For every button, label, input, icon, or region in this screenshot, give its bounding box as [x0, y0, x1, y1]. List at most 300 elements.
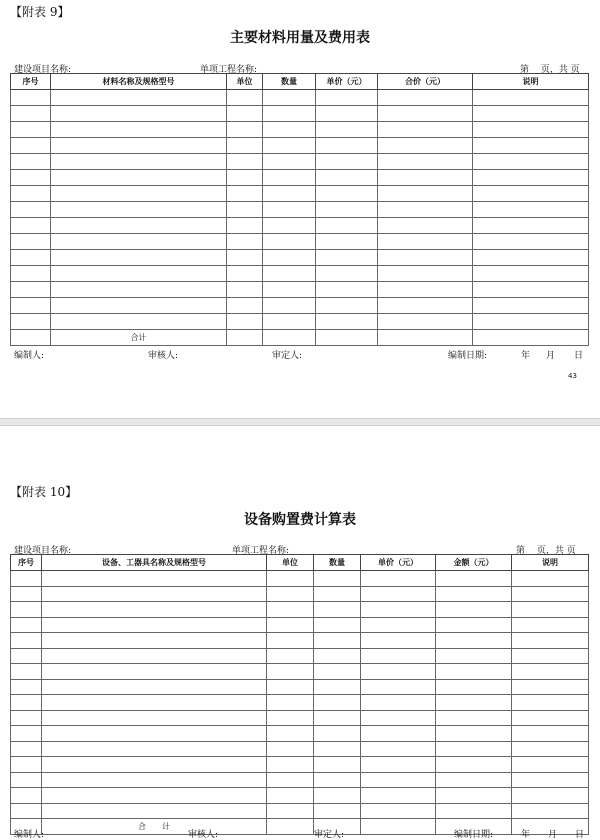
table-row	[11, 282, 589, 298]
table-cell[interactable]	[512, 741, 589, 757]
table-cell[interactable]	[473, 202, 589, 218]
table-cell[interactable]	[11, 186, 51, 202]
table-cell[interactable]	[314, 803, 361, 819]
table-cell[interactable]	[263, 250, 316, 266]
item-name-label: 单项工程名称:	[200, 65, 258, 75]
table-cell[interactable]	[42, 633, 267, 649]
table-cell[interactable]	[42, 602, 267, 618]
table-cell[interactable]	[227, 266, 263, 282]
day-label: 日	[575, 830, 585, 840]
table-cell[interactable]	[51, 154, 227, 170]
table-cell[interactable]	[227, 282, 263, 298]
table-cell[interactable]	[512, 602, 589, 618]
table-cell[interactable]	[378, 170, 473, 186]
table-cell[interactable]	[436, 571, 512, 587]
table-cell[interactable]	[316, 250, 378, 266]
col-header-notes: 说明	[473, 74, 589, 90]
table-row	[11, 648, 589, 664]
table-cell[interactable]	[51, 170, 227, 186]
table-row	[11, 186, 589, 202]
date-label: 编制日期:	[454, 830, 494, 840]
year-label: 年	[521, 830, 531, 840]
table-cell[interactable]	[436, 726, 512, 742]
col-header-equipment-name: 设备、工器具名称及规格型号	[42, 555, 267, 571]
table-cell[interactable]	[512, 633, 589, 649]
table-cell[interactable]	[361, 772, 436, 788]
table-cell[interactable]	[11, 234, 51, 250]
table-cell[interactable]	[227, 186, 263, 202]
table-row	[11, 726, 589, 742]
table-row	[11, 234, 589, 250]
table-cell[interactable]	[361, 602, 436, 618]
table-cell[interactable]	[316, 106, 378, 122]
table-cell[interactable]	[227, 250, 263, 266]
table-cell[interactable]	[314, 648, 361, 664]
table-cell[interactable]	[378, 218, 473, 234]
table-cell[interactable]	[316, 266, 378, 282]
table-cell[interactable]	[361, 664, 436, 680]
table-cell[interactable]	[263, 314, 316, 330]
table-cell[interactable]	[11, 106, 51, 122]
table-cell[interactable]	[227, 90, 263, 106]
table-cell[interactable]	[314, 617, 361, 633]
table-cell[interactable]	[267, 633, 314, 649]
table-cell[interactable]	[227, 218, 263, 234]
table-cell[interactable]	[267, 679, 314, 695]
table-cell[interactable]	[512, 710, 589, 726]
table-cell[interactable]	[378, 186, 473, 202]
table-cell[interactable]	[378, 202, 473, 218]
table-cell[interactable]	[11, 122, 51, 138]
table-cell[interactable]	[51, 186, 227, 202]
col-header-material-name: 材料名称及规格型号	[51, 74, 227, 90]
table-cell[interactable]	[436, 757, 512, 773]
table-cell[interactable]	[378, 90, 473, 106]
table-cell[interactable]	[316, 234, 378, 250]
col-header-amount: 金额（元）	[436, 555, 512, 571]
table-cell[interactable]	[361, 819, 436, 835]
table-cell[interactable]	[42, 695, 267, 711]
total-label: 合计	[51, 330, 227, 346]
table-cell[interactable]	[267, 710, 314, 726]
table-cell[interactable]	[316, 282, 378, 298]
table-cell[interactable]	[227, 122, 263, 138]
table-cell[interactable]	[11, 330, 51, 346]
table-cell[interactable]	[11, 170, 51, 186]
col-header-unit: 单位	[227, 74, 263, 90]
col-header-notes: 说明	[512, 555, 589, 571]
table-cell[interactable]	[512, 803, 589, 819]
reviewer-label: 审核人:	[188, 830, 219, 840]
col-header-unit-price: 单价（元）	[316, 74, 378, 90]
table-cell[interactable]	[378, 154, 473, 170]
table-cell[interactable]	[361, 571, 436, 587]
table-cell[interactable]	[42, 741, 267, 757]
table-cell[interactable]	[436, 710, 512, 726]
table-cell[interactable]	[378, 314, 473, 330]
table-cell[interactable]	[512, 772, 589, 788]
table-cell[interactable]	[42, 803, 267, 819]
table-cell[interactable]	[473, 218, 589, 234]
table-cell[interactable]	[316, 330, 378, 346]
table-cell[interactable]	[512, 757, 589, 773]
table-cell[interactable]	[267, 726, 314, 742]
month-label: 月	[546, 351, 556, 361]
page-count-label: 第 页，共 页	[520, 65, 580, 75]
table-cell[interactable]	[473, 330, 589, 346]
form-title: 主要材料用量及费用表	[230, 30, 370, 46]
table-cell[interactable]	[512, 664, 589, 680]
table-cell[interactable]	[11, 571, 42, 587]
table-cell[interactable]	[512, 586, 589, 602]
col-header-unit: 单位	[267, 555, 314, 571]
table-cell[interactable]	[314, 679, 361, 695]
table-row	[11, 803, 589, 819]
month-label: 月	[548, 830, 558, 840]
table-cell[interactable]	[227, 330, 263, 346]
table-cell[interactable]	[314, 772, 361, 788]
table-cell[interactable]	[436, 741, 512, 757]
table-cell[interactable]	[267, 695, 314, 711]
table-cell[interactable]	[361, 788, 436, 804]
table-row	[11, 757, 589, 773]
col-header-unit-price: 单价（元）	[361, 555, 436, 571]
table-cell[interactable]	[263, 266, 316, 282]
table-cell[interactable]	[361, 633, 436, 649]
table-row	[11, 218, 589, 234]
table-cell[interactable]	[314, 726, 361, 742]
table-cell[interactable]	[378, 266, 473, 282]
table-cell[interactable]	[227, 202, 263, 218]
table-cell[interactable]	[267, 819, 314, 835]
table-cell[interactable]	[11, 695, 42, 711]
table-cell[interactable]	[436, 648, 512, 664]
table-cell[interactable]	[316, 154, 378, 170]
table-cell[interactable]	[42, 571, 267, 587]
table-cell[interactable]	[11, 679, 42, 695]
table-cell[interactable]	[42, 710, 267, 726]
page-attachment-9	[0, 0, 600, 418]
table-cell[interactable]	[473, 234, 589, 250]
project-name-label: 建设项目名称:	[14, 65, 72, 75]
table-cell[interactable]	[42, 664, 267, 680]
table-cell[interactable]	[378, 298, 473, 314]
table-cell[interactable]	[11, 664, 42, 680]
table-cell[interactable]	[263, 170, 316, 186]
table-cell[interactable]	[267, 664, 314, 680]
table-cell[interactable]	[361, 726, 436, 742]
table-cell[interactable]	[263, 122, 316, 138]
table-cell[interactable]	[51, 90, 227, 106]
table-row	[11, 664, 589, 680]
table-cell[interactable]	[473, 266, 589, 282]
table-cell[interactable]	[227, 234, 263, 250]
date-label: 编制日期:	[448, 351, 488, 361]
table-cell[interactable]	[42, 586, 267, 602]
table-cell[interactable]	[227, 138, 263, 154]
year-label: 年	[521, 351, 531, 361]
reviewer-label: 审核人:	[148, 351, 179, 361]
total-label: 合 计	[42, 819, 267, 835]
table-row-total	[11, 330, 589, 346]
table-cell[interactable]	[512, 617, 589, 633]
table-cell[interactable]	[473, 154, 589, 170]
table-row	[11, 679, 589, 695]
table-cell[interactable]	[314, 571, 361, 587]
table-cell[interactable]	[267, 602, 314, 618]
table-cell[interactable]	[42, 757, 267, 773]
table-cell[interactable]	[361, 617, 436, 633]
table-cell[interactable]	[263, 234, 316, 250]
table-cell[interactable]	[11, 602, 42, 618]
table-cell[interactable]	[378, 330, 473, 346]
table-cell[interactable]	[227, 154, 263, 170]
table-cell[interactable]	[263, 202, 316, 218]
table-row	[11, 170, 589, 186]
table-cell[interactable]	[51, 218, 227, 234]
table-cell[interactable]	[267, 648, 314, 664]
table-row	[11, 571, 589, 587]
table-cell[interactable]	[11, 788, 42, 804]
table-cell[interactable]	[473, 138, 589, 154]
table-cell[interactable]	[11, 710, 42, 726]
attachment-tag: 【附表 10】	[10, 485, 78, 499]
table-row	[11, 710, 589, 726]
table-row	[11, 90, 589, 106]
table-cell[interactable]	[11, 218, 51, 234]
table-cell[interactable]	[267, 571, 314, 587]
table-cell[interactable]	[11, 757, 42, 773]
table-cell[interactable]	[361, 741, 436, 757]
table-row	[11, 586, 589, 602]
table-cell[interactable]	[267, 803, 314, 819]
table-cell[interactable]	[436, 664, 512, 680]
table-cell[interactable]	[361, 586, 436, 602]
table-cell[interactable]	[512, 695, 589, 711]
table-cell[interactable]	[263, 218, 316, 234]
table-cell[interactable]	[267, 772, 314, 788]
table-cell[interactable]	[361, 648, 436, 664]
table-cell[interactable]	[436, 617, 512, 633]
table-cell[interactable]	[263, 90, 316, 106]
table-cell[interactable]	[51, 282, 227, 298]
table-row	[11, 122, 589, 138]
table-cell[interactable]	[263, 186, 316, 202]
table-cell[interactable]	[361, 710, 436, 726]
table-cell[interactable]	[473, 90, 589, 106]
table-cell[interactable]	[51, 298, 227, 314]
table-cell[interactable]	[512, 726, 589, 742]
table-row	[11, 314, 589, 330]
table-cell[interactable]	[11, 803, 42, 819]
materials-table-body	[11, 90, 589, 330]
page-separator	[0, 418, 600, 426]
table-cell[interactable]	[361, 803, 436, 819]
table-cell[interactable]	[512, 648, 589, 664]
table-cell[interactable]	[11, 726, 42, 742]
table-cell[interactable]	[378, 106, 473, 122]
table-cell[interactable]	[42, 772, 267, 788]
table-cell[interactable]	[51, 138, 227, 154]
table-cell[interactable]	[51, 106, 227, 122]
col-header-quantity: 数量	[314, 555, 361, 571]
table-cell[interactable]	[11, 90, 51, 106]
table-cell[interactable]	[512, 679, 589, 695]
table-cell[interactable]	[512, 788, 589, 804]
table-cell[interactable]	[227, 314, 263, 330]
col-header-total-price: 合价（元）	[378, 74, 473, 90]
table-cell[interactable]	[316, 218, 378, 234]
form-title: 设备购置费计算表	[244, 512, 356, 528]
table-cell[interactable]	[263, 330, 316, 346]
table-cell[interactable]	[11, 250, 51, 266]
table-cell[interactable]	[436, 586, 512, 602]
table-row	[11, 298, 589, 314]
table-cell[interactable]	[316, 170, 378, 186]
table-cell[interactable]	[11, 617, 42, 633]
page-number: 43	[568, 372, 577, 380]
equipment-table	[10, 554, 589, 835]
table-cell[interactable]	[378, 234, 473, 250]
day-label: 日	[574, 351, 584, 361]
table-row	[11, 633, 589, 649]
table-cell[interactable]	[314, 602, 361, 618]
table-cell[interactable]	[263, 154, 316, 170]
table-row-total	[11, 819, 589, 835]
table-cell[interactable]	[51, 122, 227, 138]
table-cell[interactable]	[436, 772, 512, 788]
table-cell[interactable]	[361, 695, 436, 711]
table-row	[11, 266, 589, 282]
table-cell[interactable]	[11, 586, 42, 602]
table-cell[interactable]	[314, 633, 361, 649]
table-cell[interactable]	[436, 633, 512, 649]
table-cell[interactable]	[316, 202, 378, 218]
table-cell[interactable]	[11, 314, 51, 330]
table-cell[interactable]	[11, 282, 51, 298]
table-cell[interactable]	[51, 202, 227, 218]
table-cell[interactable]	[473, 298, 589, 314]
table-cell[interactable]	[473, 170, 589, 186]
table-cell[interactable]	[378, 122, 473, 138]
table-cell[interactable]	[11, 772, 42, 788]
table-cell[interactable]	[263, 282, 316, 298]
table-cell[interactable]	[512, 571, 589, 587]
table-cell[interactable]	[314, 741, 361, 757]
table-cell[interactable]	[51, 250, 227, 266]
table-cell[interactable]	[436, 679, 512, 695]
compiler-label: 编制人:	[14, 830, 45, 840]
table-cell[interactable]	[11, 154, 51, 170]
table-cell[interactable]	[436, 695, 512, 711]
table-cell[interactable]	[42, 679, 267, 695]
project-name-label: 建设项目名称:	[14, 546, 72, 556]
table-cell[interactable]	[227, 298, 263, 314]
page-count-label: 第 页，共 页	[516, 546, 576, 556]
table-cell[interactable]	[316, 298, 378, 314]
table-cell[interactable]	[11, 202, 51, 218]
table-cell[interactable]	[314, 710, 361, 726]
compiler-label: 编制人:	[14, 351, 45, 361]
col-header-index: 序号	[11, 555, 42, 571]
table-cell[interactable]	[11, 138, 51, 154]
table-cell[interactable]	[316, 314, 378, 330]
table-cell[interactable]	[473, 186, 589, 202]
table-cell[interactable]	[473, 250, 589, 266]
table-row	[11, 695, 589, 711]
table-cell[interactable]	[267, 617, 314, 633]
table-cell[interactable]	[11, 266, 51, 282]
item-name-label: 单项工程名称:	[232, 546, 290, 556]
table-cell[interactable]	[378, 282, 473, 298]
table-cell[interactable]	[473, 314, 589, 330]
table-cell[interactable]	[378, 138, 473, 154]
table-row	[11, 617, 589, 633]
table-cell[interactable]	[42, 617, 267, 633]
table-cell[interactable]	[314, 586, 361, 602]
table-cell[interactable]	[11, 741, 42, 757]
table-cell[interactable]	[378, 250, 473, 266]
table-cell[interactable]	[11, 633, 42, 649]
table-cell[interactable]	[314, 695, 361, 711]
col-header-index: 序号	[11, 74, 51, 90]
table-cell[interactable]	[316, 186, 378, 202]
table-cell[interactable]	[51, 314, 227, 330]
table-cell[interactable]	[316, 122, 378, 138]
table-cell[interactable]	[51, 234, 227, 250]
table-cell[interactable]	[227, 170, 263, 186]
table-cell[interactable]	[51, 266, 227, 282]
table-cell[interactable]	[11, 648, 42, 664]
table-cell[interactable]	[42, 648, 267, 664]
table-cell[interactable]	[314, 788, 361, 804]
table-cell[interactable]	[42, 788, 267, 804]
table-cell[interactable]	[473, 122, 589, 138]
table-cell[interactable]	[316, 138, 378, 154]
table-cell[interactable]	[361, 757, 436, 773]
table-row	[11, 138, 589, 154]
table-cell[interactable]	[42, 726, 267, 742]
table-row	[11, 772, 589, 788]
approver-label: 审定人:	[272, 351, 303, 361]
table-cell[interactable]	[314, 757, 361, 773]
table-cell[interactable]	[267, 757, 314, 773]
table-cell[interactable]	[436, 788, 512, 804]
approver-label: 审定人:	[314, 830, 345, 840]
table-cell[interactable]	[227, 106, 263, 122]
table-cell[interactable]	[361, 679, 436, 695]
equipment-table-body	[11, 571, 589, 819]
table-cell[interactable]	[473, 282, 589, 298]
table-cell[interactable]	[436, 803, 512, 819]
table-cell[interactable]	[316, 90, 378, 106]
table-cell[interactable]	[11, 298, 51, 314]
table-cell[interactable]	[263, 106, 316, 122]
table-cell[interactable]	[263, 138, 316, 154]
table-cell[interactable]	[267, 586, 314, 602]
table-row	[11, 202, 589, 218]
table-cell[interactable]	[473, 106, 589, 122]
table-cell[interactable]	[267, 788, 314, 804]
table-row	[11, 250, 589, 266]
materials-table	[10, 73, 589, 346]
table-cell[interactable]	[263, 298, 316, 314]
page-attachment-10	[0, 426, 600, 840]
col-header-quantity: 数量	[263, 74, 316, 90]
table-cell[interactable]	[436, 602, 512, 618]
table-cell[interactable]	[314, 664, 361, 680]
table-cell[interactable]	[267, 741, 314, 757]
